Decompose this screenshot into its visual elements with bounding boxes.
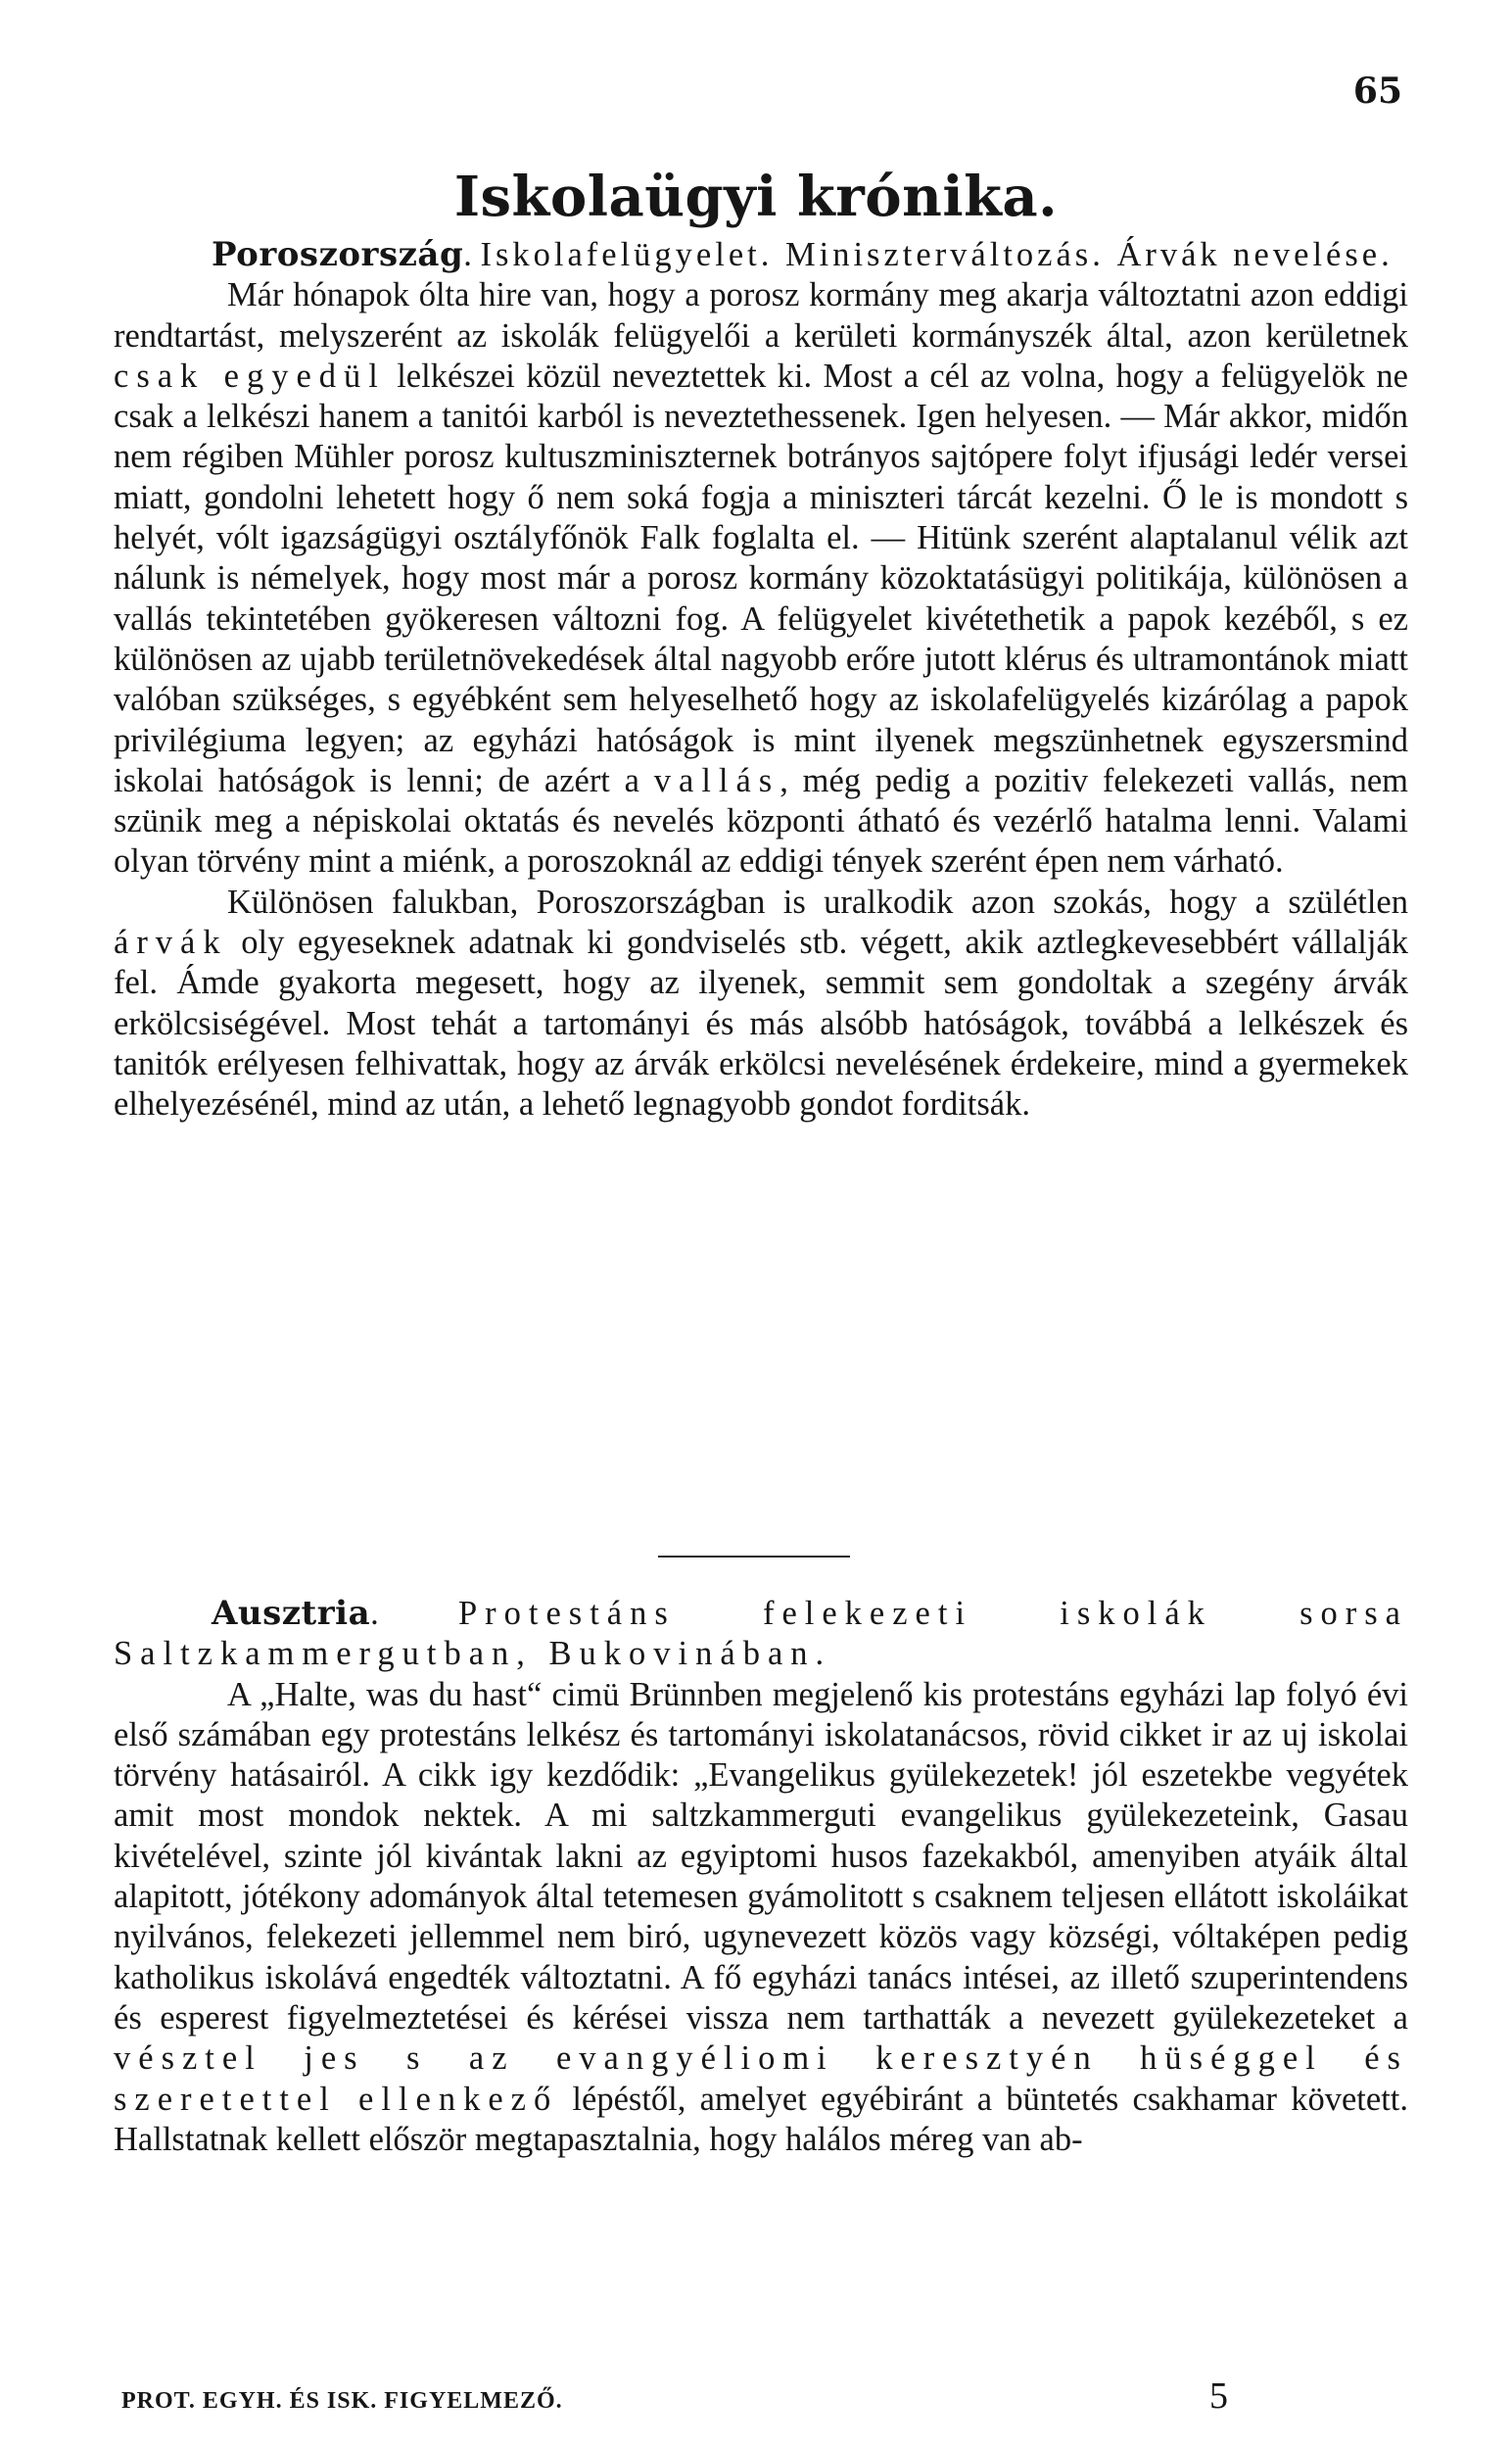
- page-footer: [121, 2375, 1404, 2417]
- page-title: Iskolaügyi krónika.: [453, 165, 1059, 229]
- country-name: Ausztria: [212, 1594, 371, 1633]
- paragraph-text: A „Halte, was du hast“ cimü Brünnben megjelenő kis protestáns egyházi lap folyó évi első számában egy protestáns lelkész és tartományi iskolatanácsos, rövid cikket ir az uj iskolai törvény hatásairól. A cikk igy kezdődik: „Evangelikus gyülekezetek! jól eszetekbe vegyétek amit most mondok nektek. A mi saltzkammerguti evangelikus gyülekezeteink, Gasau kivételével, szinte jól kivántak lakni az egyiptomi husos fazekakból, amenyiben atyáik által alapitott, jótékony adományok által tetemesen gyámolitott s csaknem teljesen ellátott iskoláikat nyilvános, felekezeti jellemmel nem biró, ugynevezett közös vagy községi, vóltaképen pedig katholikus iskolává engedték változtatni. A fő egyházi tanács intései, az illető szuperintendens és esperest figyelmeztetései és kérései vissza nem tarthatták a nevezett gyülekezeteket a: [114, 1675, 1408, 2037]
- section-heading-prussia: [114, 235, 1408, 275]
- paragraph-text: lépéstől, amelyet egyébiránt a büntetés csakhamar követett. Hallstatnak kellett először megtapasztalnia, hogy halálos méreg van ab-: [114, 2080, 1409, 2158]
- paragraph-text: oly egyeseknek adatnak ki gondviselés stb. végett, akik aztlegkevesebbért vállalják fel. Ámde gyakorta megesett, hogy az ilyenek, semmit sem gondoltak a szegény árvák erkölcsiségével. Most tehát a tartományi és más alsóbb hatóságok, továbbá a lelkészek és tanitók erélyesen felhivattak, hogy az árvák erkölcsi nevelésének érdekeire, mind a gyermekek elhelyezésénél, mind az után, a lehető legnagyobb gondot forditsák.: [114, 924, 1408, 1124]
- emphasis-text: árvák: [114, 924, 228, 962]
- paragraph: [114, 275, 1408, 882]
- page-number: 65: [1352, 71, 1402, 112]
- section-prussia: [114, 235, 1408, 1126]
- journal-name: PROT. EGYH. ÉS ISK. FIGYELMEZŐ.: [121, 2388, 563, 2414]
- emphasis-text: vallás: [653, 761, 780, 799]
- emphasis-text: vésztel jes s az evangyéliomi keresztyén hüséggel és szeretettel ellenkező: [114, 2039, 1408, 2118]
- section-divider: [658, 1556, 850, 1558]
- heading-topics: Iskolafelügyelet. Miniszterváltozás. Árvák nevelése.: [480, 236, 1394, 273]
- paragraph: [114, 1675, 1408, 2161]
- heading-punct: .: [463, 236, 472, 273]
- section-heading-austria: [114, 1594, 1408, 1675]
- emphasis-text: csak egyedül: [114, 357, 386, 395]
- heading-punct: .: [370, 1595, 379, 1632]
- paragraph-text: Különösen falukban, Poroszországban is uralkodik azon szokás, hogy a szülétlen: [227, 883, 1408, 921]
- paragraph-text: Már hónapok ólta hire van, hogy a porosz kormány meg akarja változtatni azon eddigi rendtartást, melyszerént az iskolák felügyelői a kerületi kormányszék által, azon kerületnek: [114, 276, 1408, 355]
- heading-topics: Protestáns felekezeti iskolák sorsa Saltzkammergutban, Bukovinában.: [114, 1595, 1408, 1673]
- section-austria: [114, 1594, 1408, 2160]
- paragraph-text: , még pedig a pozitiv felekezeti vallás, nem szünik meg a népiskolai oktatás és nevelés központi átható és vezérlő hatalma lenni. Valami olyan törvény mint a miénk, a poroszoknál az eddigi tények szerént épen nem várható.: [114, 761, 1408, 881]
- country-name: Poroszország: [212, 235, 464, 274]
- paragraph: [114, 883, 1408, 1126]
- paragraph-text: lelkészei közül neveztettek ki. Most a cél az volna, hogy a felügyelök ne csak a lelkészi hanem a tanitói karból is neveztethessenek. Igen helyesen. — Már akkor, midőn nem régiben Mühler porosz kultuszminiszternek botrányos sajtópere folyt ifjusági ledér versei miatt, gondolni lehetett hogy ő nem soká fogja a miniszteri tárcát kezelni. Ő le is mondott s helyét, vólt igazságügyi osztályfőnök Falk foglalta el. — Hitünk szerént alaptalanul vélik azt nálunk is némelyek, hogy most már a porosz kormány közoktatásügyi politikája, különösen a vallás tekintetében gyökeresen változni fog. A felügyelet kivétethetik a papok kezéből, s ez különösen az ujabb területnövekedések által nagyobb erőre jutott klérus és ultramontánok miatt valóban szükséges, s egyébként sem helyeselhető hogy az iskolafelügyelés kizárólag a papok privilégiuma legyen; az egyházi hatóságok is mint ilyenek megszünhetnek egyszersmind iskolai hatóságok is lenni; de azért a: [114, 357, 1408, 799]
- signature-mark: 5: [1209, 2375, 1228, 2417]
